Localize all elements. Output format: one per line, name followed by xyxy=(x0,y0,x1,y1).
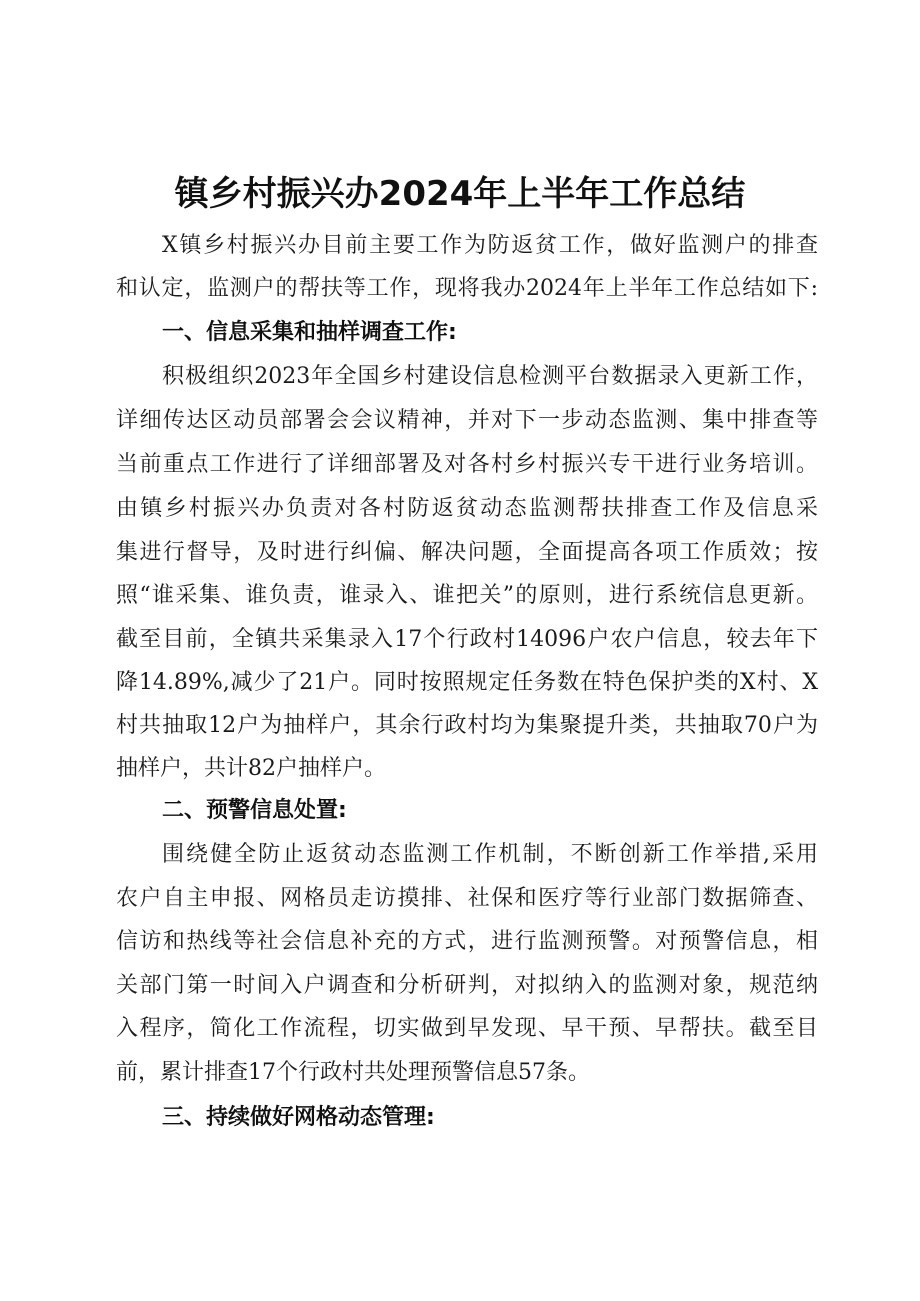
intro-line: 和认定，监测户的帮扶等工作，现将我办2024年上半年工作总结如下: xyxy=(116,276,818,301)
paragraph-line: 集进行督导，及时进行纠偏、解决问题，全面提高各项工作质效；按 xyxy=(116,540,818,565)
section-heading-grid-management: 三、持续做好网格动态管理: xyxy=(162,1105,435,1130)
paragraph-line: 关部门第一时间入户调查和分析研判，对拟纳入的监测对象，规范纳 xyxy=(116,973,818,998)
paragraph-line: 截至目前，全镇共采集录入17个行政村14096户农户信息，较去年下 xyxy=(116,627,818,652)
paragraph-line: 村共抽取12户为抽样户，其余行政村均为集聚提升类，共抽取70户为 xyxy=(116,713,818,738)
paragraph-line: 积极组织2023年全国乡村建设信息检测平台数据录入更新工作， xyxy=(162,364,818,389)
paragraph-line: 入程序，简化工作流程，切实做到早发现、早干预、早帮扶。截至目 xyxy=(116,1016,818,1041)
paragraph-line: 围绕健全防止返贫动态监测工作机制，不断创新工作举措,采用 xyxy=(162,842,818,867)
document-title: 镇乡村振兴办2024年上半年工作总结 xyxy=(174,174,746,214)
paragraph-line: 抽样户，共计82户抽样户。 xyxy=(116,756,386,781)
intro-line: X镇乡村振兴办目前主要工作为防返贫工作，做好监测户的排查 xyxy=(162,233,818,258)
paragraph-line: 前，累计排查17个行政村共处理预警信息57条。 xyxy=(116,1060,590,1085)
paragraph-line: 降14.89%,减少了21户。同时按照规定任务数在特色保护类的X村、X xyxy=(116,670,818,695)
section-heading-info-collection: 一、信息采集和抽样调查工作: xyxy=(162,320,457,345)
paragraph-line: 详细传达区动员部署会会议精神，并对下一步动态监测、集中排查等 xyxy=(116,408,818,433)
paragraph-line: 由镇乡村振兴办负责对各村防返贫动态监测帮扶排查工作及信息采 xyxy=(116,496,818,521)
paragraph-line: 当前重点工作进行了详细部署及对各村乡村振兴专干进行业务培训。 xyxy=(116,452,818,477)
paragraph-line: 农户自主申报、网格员走访摸排、社保和医疗等行业部门数据筛查、 xyxy=(116,886,818,911)
paragraph-line: 信访和热线等社会信息补充的方式，进行监测预警。对预警信息，相 xyxy=(116,929,818,954)
paragraph-line: 照“谁采集、谁负责，谁录入、谁把关”的原则，进行系统信息更新。 xyxy=(116,583,818,608)
section-heading-warning-handling: 二、预警信息处置: xyxy=(162,798,347,823)
